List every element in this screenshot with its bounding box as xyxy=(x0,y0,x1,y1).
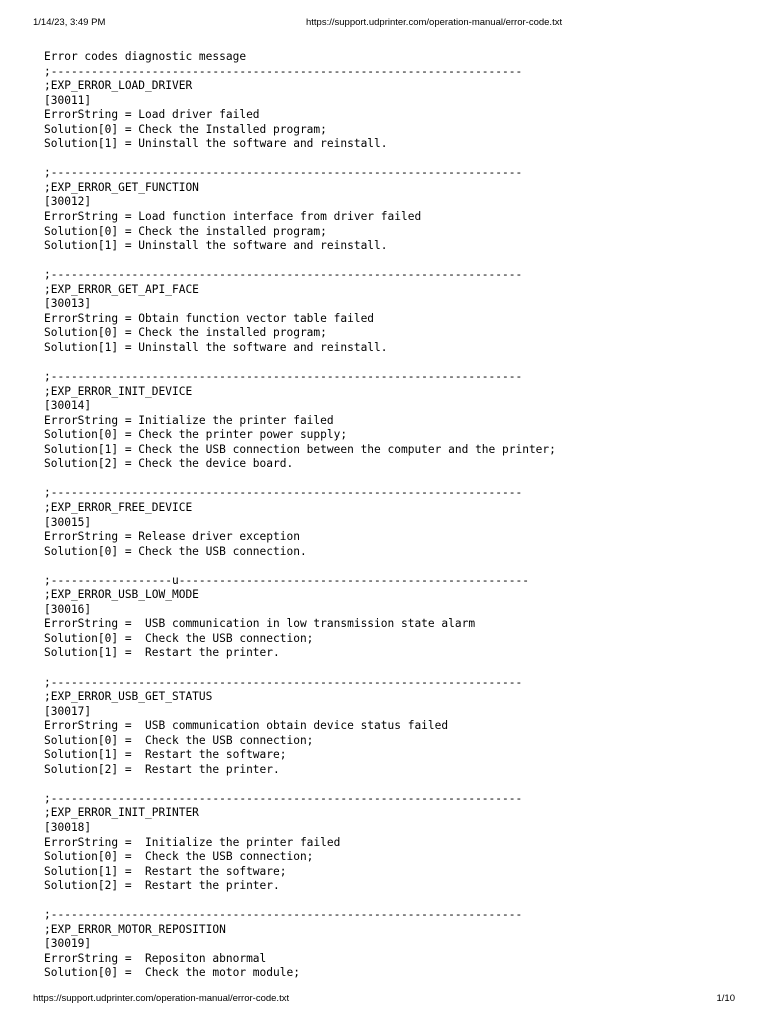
print-footer xyxy=(0,993,768,1007)
print-header-url: https://support.udprinter.com/operation-manual/error-code.txt xyxy=(306,17,563,28)
print-footer-url: https://support.udprinter.com/operation-manual/error-code.txt xyxy=(33,993,290,1004)
print-date: 1/14/23, 3:49 PM xyxy=(33,17,106,28)
page-number: 1/10 xyxy=(716,993,735,1004)
error-code-text: Error codes diagnostic message ;---------------------------------------------------------------------- ;EXP_ERROR_LOAD_DRIVER [30011] ErrorString = Load driver failed Solution[0] = Check the Installed program; Solution[1] = Uninstall the software and reinstall. ;---------------------------------------------------------------------- ;EXP_ERROR_GET_FUNCTION [30012] ErrorString = Load function interface from driver failed Solution[0] = Check the installed program; Solution[1] = Uninstall the software and reinstall. ;---------------------------------------------------------------------- ;EXP_ERROR_GET_API_FACE [30013] ErrorString = Obtain function vector table failed Solution[0] = Check the installed program; Solution[1] = Uninstall the software and reinstall. ;---------------------------------------------------------------------- ;EXP_ERROR_INIT_DEVICE [30014] ErrorString = Initialize the printer failed Solution[0] = Check the printer power supply; Solution[1] = Check the USB connection between the computer and the printer; Solution[2] = Check the device board. ;---------------------------------------------------------------------- ;EXP_ERROR_FREE_DEVICE [30015] ErrorString = Release driver exception Solution[0] = Check the USB connection. ;------------------u---------------------------------------------------- ;EXP_ERROR_USB_LOW_MODE [30016] ErrorString = USB communication in low transmission state alarm Solution[0] = Check the USB connection; Solution[1] = Restart the printer. ;---------------------------------------------------------------------- ;EXP_ERROR_USB_GET_STATUS [30017] ErrorString = USB communication obtain device status failed Solution[0] = Check the USB connection; Solution[1] = Restart the software; Solution[2] = Restart the printer. ;---------------------------------------------------------------------- ;EXP_ERROR_INIT_PRINTER [30018] ErrorString = Initialize the printer failed Solution[0] = Check the USB connection; Solution[1] = Restart the software; Solution[2] = Restart the printer. ;---------------------------------------------------------------------- ;EXP_ERROR_MOTOR_REPOSITION [30019] ErrorString = Repositon abnormal Solution[0] = Check the motor module; xyxy=(44,50,556,980)
print-header xyxy=(0,17,768,31)
